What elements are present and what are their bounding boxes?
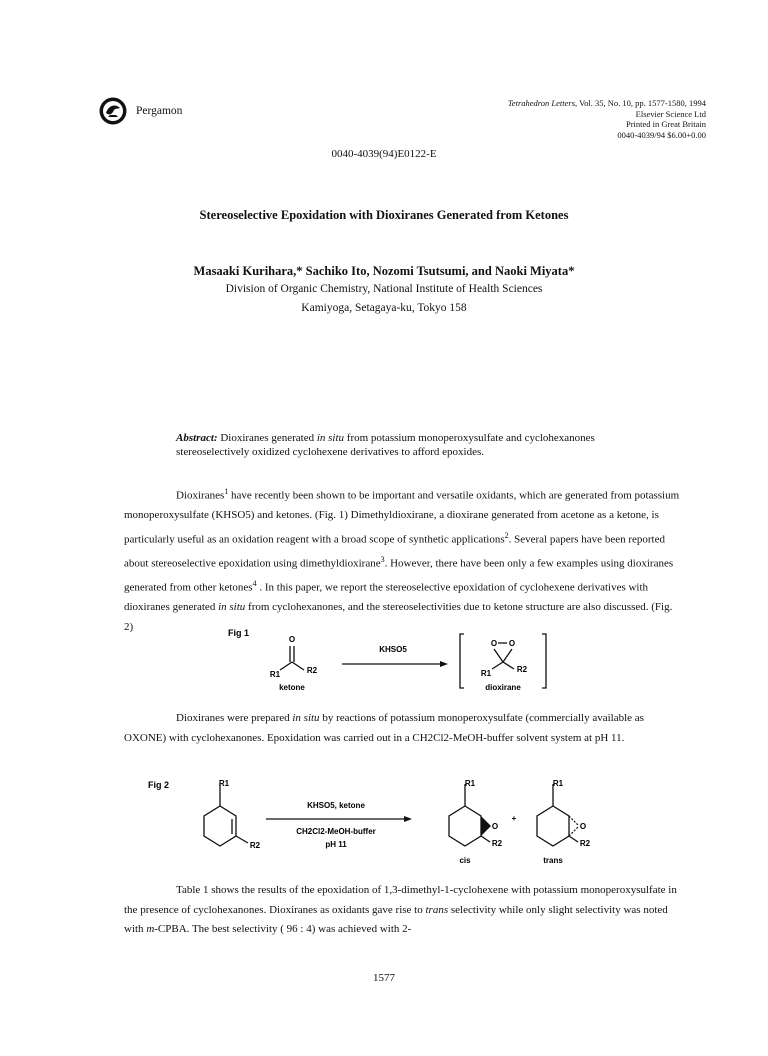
dioxirane-label: dioxirane <box>485 683 521 692</box>
trans-epoxide-structure <box>537 779 591 865</box>
svg-text:O: O <box>288 635 296 644</box>
journal-citation: Tetrahedron Letters, Vol. 35, No. 10, pp. 1577-1580, 1994 <box>507 98 706 108</box>
body-paragraph-2: Dioxiranes were prepared in situ by reactions of potassium monoperoxysulfate (commercially available as OXONE) with cyclohexanones. Epoxidation was carried out in a CH2Cl2-MeOH-buffer solvent system at pH 11. <box>124 712 644 744</box>
svg-text:R2: R2 <box>249 841 261 850</box>
paper-title: Stereoselective Epoxidation with Dioxiranes Generated from Ketones <box>199 208 569 222</box>
doi: 0040-4039(94)E0122-E <box>331 148 437 160</box>
fig1-label: Fig 1 <box>228 628 250 638</box>
publisher <box>98 96 182 126</box>
ketone-label: ketone <box>279 683 305 692</box>
fig2-reagent-line3: pH 11 <box>325 840 347 849</box>
fig2-label: Fig 2 <box>148 780 170 790</box>
svg-text:R2: R2 <box>516 665 528 674</box>
figure-1 <box>220 622 560 698</box>
svg-text:R1: R1 <box>480 669 492 678</box>
trans-label: trans <box>543 856 563 865</box>
fig2-reagent-line1: KHSO5, ketone <box>307 801 365 810</box>
abstract: Abstract: Dioxiranes generated in situ from potassium monoperoxysulfate and cyclohexanones stereoselectively oxidized cyclohexene derivatives to afford epoxides. <box>176 432 595 458</box>
ketone-structure <box>270 635 318 692</box>
svg-text:O: O <box>579 822 587 831</box>
affiliation-line-2: Kamiyoga, Setagaya-ku, Tokyo 158 <box>301 302 467 314</box>
journal-printed-line: Printed in Great Britain <box>625 119 706 129</box>
svg-text:R1: R1 <box>552 779 564 788</box>
cis-epoxide-structure <box>449 779 503 865</box>
svg-text:O: O <box>490 639 498 648</box>
publisher-name: Pergamon <box>136 105 183 117</box>
journal-issn-line: 0040-4039/94 $6.00+0.00 <box>617 129 706 140</box>
svg-text:O: O <box>491 822 499 831</box>
authors: Masaaki Kurihara,* Sachiko Ito, Nozomi Tsutsumi, and Naoki Miyata* <box>193 264 575 278</box>
figure-2 <box>140 776 620 866</box>
svg-text:R1: R1 <box>464 779 476 788</box>
journal-info <box>508 98 706 140</box>
cyclohexene-structure <box>204 779 261 850</box>
journal-publisher-line: Elsevier Science Ltd <box>635 108 706 119</box>
dioxirane-structure <box>460 634 546 692</box>
svg-text:R1: R1 <box>269 670 281 679</box>
fig1-reagent: KHSO5 <box>379 645 407 654</box>
body-paragraph-1: Dioxiranes$^1$ have recently been shown to be important and versatile oxidants, which are generated from potassium monoperoxysulfate (KHSO5) and ketones. (Fig. 1) Dimethyldioxirane, a dioxirane generated from acetone as a ketone, is particularly useful as an oxidation reagent with a broad scope of synthetic applications$^2$. Several papers have been reported about stereoselective epoxidation using dimethyldioxirane$^3$. However, there have been only a few examples using dioxiranes generated from other ketones$^4$ . In this paper, we report the stereoselective epoxidation of cyclohexene derivatives with dioxiranes generated in situ from cyclohexanones, and the stereoselectivities due to ketone structure are also discussed. (Fig. 2) <box>124 487 680 633</box>
affiliation-line-1: Division of Organic Chemistry, National Institute of Health Sciences <box>225 283 543 295</box>
page-number: 1577 <box>373 972 395 984</box>
body-paragraph-3: Table 1 shows the results of the epoxidation of 1,3-dimethyl-1-cyclohexene with potassium monoperoxysulfate in the presence of cyclohexanones. Dioxiranes as oxidants gave rise to trans selectivity while only slight selectivity was noted with m-CPBA. The best selectivity ( 96 : 4) was achieved with 2- <box>124 884 677 935</box>
abstract-label: Abstract: <box>176 432 218 444</box>
fig2-reagent-line2: CH2Cl2-MeOH-buffer <box>296 827 376 836</box>
cis-label: cis <box>459 856 471 865</box>
pergamon-logo-icon <box>98 96 128 126</box>
plus-sign: + <box>511 814 517 823</box>
svg-text:R1: R1 <box>218 779 230 788</box>
svg-text:R2: R2 <box>306 666 318 675</box>
svg-text:R2: R2 <box>579 839 591 848</box>
svg-text:O: O <box>508 639 516 648</box>
svg-text:R2: R2 <box>491 839 503 848</box>
